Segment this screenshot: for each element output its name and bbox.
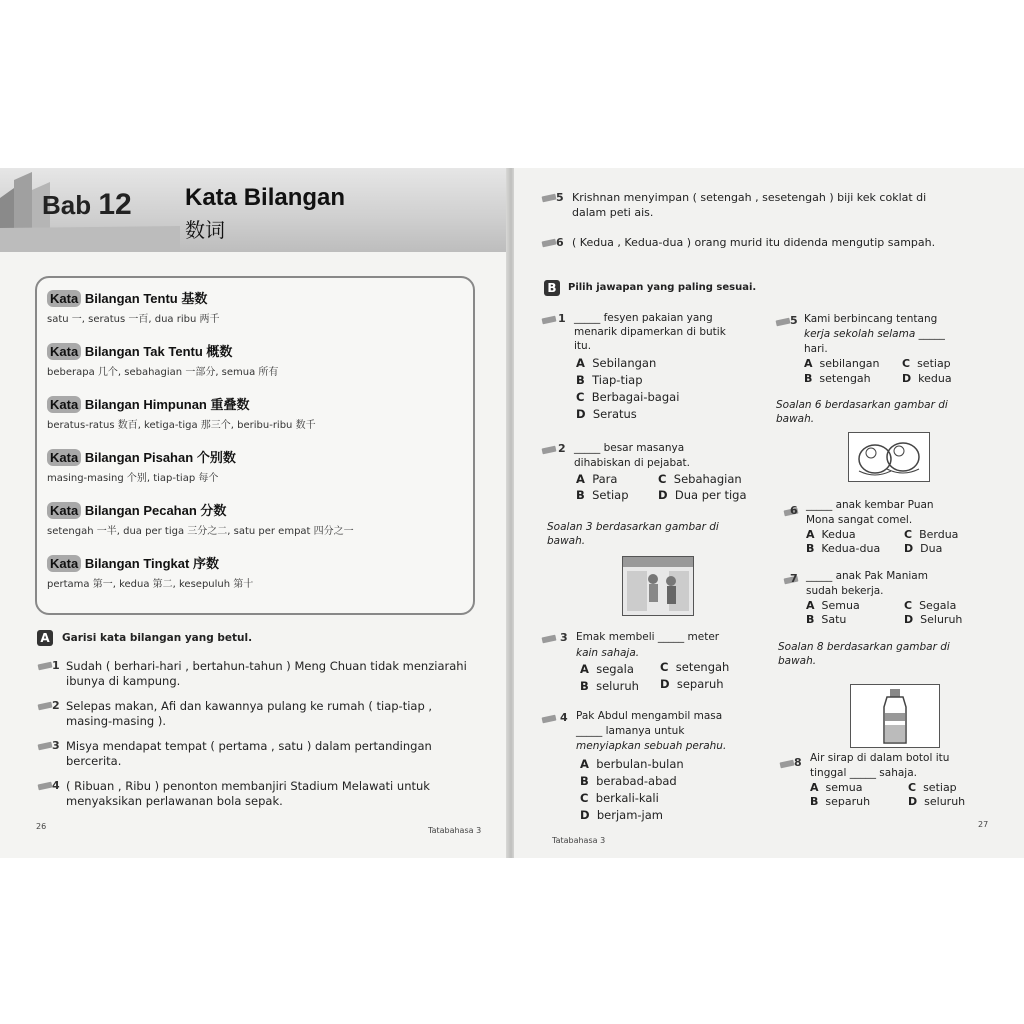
question-text: Mona sangat comel. [806, 514, 913, 526]
soalan-6-note: Soalan 6 berdasarkan gambar di bawah. [776, 399, 948, 425]
question-text: tinggal _____ sahaja. [810, 767, 917, 779]
categories-box [35, 276, 475, 615]
section-a-instruction: Garisi kata bilangan yang betul. [62, 632, 253, 644]
option: D Dua per tiga [658, 488, 747, 502]
option: C Segala [904, 599, 957, 612]
option: C Berdua [904, 528, 959, 541]
question-number: 3 [52, 739, 60, 752]
option: B Tiap-tiap [576, 373, 643, 387]
option: C setengah [660, 660, 730, 674]
pencil-icon [542, 194, 557, 203]
pencil-icon [542, 316, 557, 325]
question-text: masing-masing ). [66, 714, 166, 728]
question-text: menyiapkan sebuah perahu. [576, 740, 727, 752]
option: B seluruh [580, 679, 639, 693]
book-title: Tatabahasa 3 [552, 836, 606, 845]
section-b-instruction: Pilih jawapan yang paling sesuai. [568, 282, 757, 293]
question-text: _____ anak kembar Puan [806, 499, 934, 511]
question-text: ( Kedua , Kedua-dua ) orang murid itu didenda mengutip sampah. [572, 236, 936, 249]
right-page [514, 168, 1024, 858]
twin-babies-icon [849, 433, 929, 481]
question-number: 1 [52, 659, 60, 672]
question-number: 7 [790, 572, 798, 585]
option: C Sebahagian [658, 472, 742, 486]
question-text: dalam peti ais. [572, 206, 654, 219]
question-number: 3 [560, 631, 568, 644]
category-examples: pertama 第一, kedua 第二, kesepuluh 第十 [47, 579, 254, 590]
option: A Semua [806, 599, 860, 612]
question-number: 1 [558, 312, 566, 325]
option: A semua [810, 781, 863, 794]
chapter-title-cn: 数词 [185, 218, 225, 242]
question-text: sudah bekerja. [806, 585, 884, 597]
category-label: Kata Bilangan Pisahan 个别数 [47, 447, 236, 466]
category-label: Kata Bilangan Tingkat 序数 [47, 553, 219, 572]
category-examples: beratus-ratus 数百, ketiga-tiga 那三个, beribu-ribu 数千 [47, 420, 316, 431]
question-number: 2 [558, 442, 566, 455]
question-text: kain sahaja. [576, 647, 640, 659]
question-text: Selepas makan, Afi dan kawannya pulang ke rumah ( tiap-tiap , [66, 699, 433, 713]
option: C Berbagai-bagai [576, 390, 680, 404]
pencil-icon [542, 446, 557, 455]
category-label: Kata Bilangan Pecahan 分数 [47, 500, 226, 519]
question-number: 4 [52, 779, 60, 792]
twins-picture [848, 432, 930, 482]
question-text: _____ lamanya untuk [576, 725, 685, 737]
option: D berjam-jam [580, 808, 664, 822]
question-text: Misya mendapat tempat ( pertama , satu ) dalam pertandingan [66, 739, 432, 753]
category-examples: masing-masing 个别, tiap-tiap 每个 [47, 473, 219, 484]
bottle-icon [851, 685, 939, 747]
option: D seluruh [908, 795, 966, 808]
question-text: ( Ribuan , Ribu ) penonton membanjiri Stadium Melawati untuk [66, 779, 430, 793]
question-text: Air sirap di dalam botol itu [810, 752, 950, 764]
question-text: menyaksikan perlawanan bola sepak. [66, 794, 283, 808]
section-a-badge: A [37, 630, 53, 646]
left-page [0, 168, 508, 858]
question-text: Kami berbincang tentang [804, 313, 938, 325]
question-number: 6 [790, 504, 798, 517]
chapter-header-band [0, 168, 508, 252]
question-text: ibunya di kampung. [66, 674, 181, 688]
soalan-3-note: Soalan 3 berdasarkan gambar di bawah. [547, 521, 719, 547]
question-text: Sudah ( berhari-hari , bertahun-tahun ) Meng Chuan tidak menziarahi [66, 659, 467, 673]
shop-scene-icon [623, 557, 693, 615]
pencil-icon [38, 702, 53, 711]
page-number: 27 [978, 820, 989, 829]
pencil-icon [780, 760, 795, 769]
soalan-8-note: Soalan 8 berdasarkan gambar di bawah. [778, 641, 950, 667]
option: D kedua [902, 372, 952, 385]
shop-picture [622, 556, 694, 616]
question-text: kerja sekolah selama _____ [804, 328, 945, 340]
option: A Kedua [806, 528, 856, 541]
book-title: Tatabahasa 3 [428, 826, 482, 835]
option: B separuh [810, 795, 871, 808]
question-text: bercerita. [66, 754, 122, 768]
option: C berkali-kali [580, 791, 659, 805]
question-text: Krishnan menyimpan ( setengah , sesetengah ) biji kek coklat di [572, 191, 927, 204]
question-number: 2 [52, 699, 60, 712]
option: B Setiap [576, 488, 629, 502]
question-text: Pak Abdul mengambil masa [576, 710, 723, 722]
question-text: Emak membeli _____ meter [576, 631, 720, 643]
question-number: 5 [556, 191, 564, 204]
question-text: dihabiskan di pejabat. [574, 457, 690, 469]
question-text: itu. [574, 340, 592, 352]
pencil-icon [38, 662, 53, 671]
option: D Seluruh [904, 613, 963, 626]
option: A Para [576, 472, 618, 486]
option: B Kedua-dua [806, 542, 881, 555]
option: C setiap [902, 357, 951, 370]
question-text: _____ anak Pak Maniam [806, 570, 928, 582]
question-text: _____ besar masanya [574, 442, 685, 454]
option: A Sebilangan [576, 356, 657, 370]
category-label: Kata Bilangan Tak Tentu 概数 [47, 341, 232, 360]
question-text: menarik dipamerkan di butik [574, 326, 726, 338]
option: D Seratus [576, 407, 637, 421]
category-examples: setengah 一半, dua per tiga 三分之二, satu per empat 四分之一 [47, 526, 354, 537]
option: C setiap [908, 781, 957, 794]
question-text: hari. [804, 343, 828, 355]
question-number: 8 [794, 756, 802, 769]
page-number: 26 [36, 822, 47, 831]
category-examples: satu 一, seratus 一百, dua ribu 两千 [47, 314, 220, 325]
option: A sebilangan [804, 357, 880, 370]
question-text: _____ fesyen pakaian yang [574, 312, 713, 324]
pencil-icon [542, 635, 557, 644]
section-b-badge: B [544, 280, 560, 296]
chapter-badge: Bab 12 [42, 188, 132, 221]
category-label: Kata Bilangan Tentu 基数 [47, 288, 207, 307]
pencil-icon [38, 742, 53, 751]
pencil-icon [542, 239, 557, 248]
chapter-title: Kata Bilangan [185, 184, 346, 211]
option: A berbulan-bulan [580, 757, 684, 771]
pencil-icon [38, 782, 53, 791]
option: D Dua [904, 542, 943, 555]
option: B Satu [806, 613, 847, 626]
option: B setengah [804, 372, 871, 385]
bottle-picture [850, 684, 940, 748]
pencil-icon [542, 715, 557, 724]
question-number: 4 [560, 711, 568, 724]
pencil-icon [776, 318, 791, 327]
option: B berabad-abad [580, 774, 677, 788]
option: A segala [580, 662, 634, 676]
category-examples: beberapa 几个, sebahagian 一部分, semua 所有 [47, 367, 279, 378]
category-label: Kata Bilangan Himpunan 重叠数 [47, 394, 250, 413]
question-number: 6 [556, 236, 564, 249]
question-number: 5 [790, 314, 798, 327]
option: D separuh [660, 677, 724, 691]
